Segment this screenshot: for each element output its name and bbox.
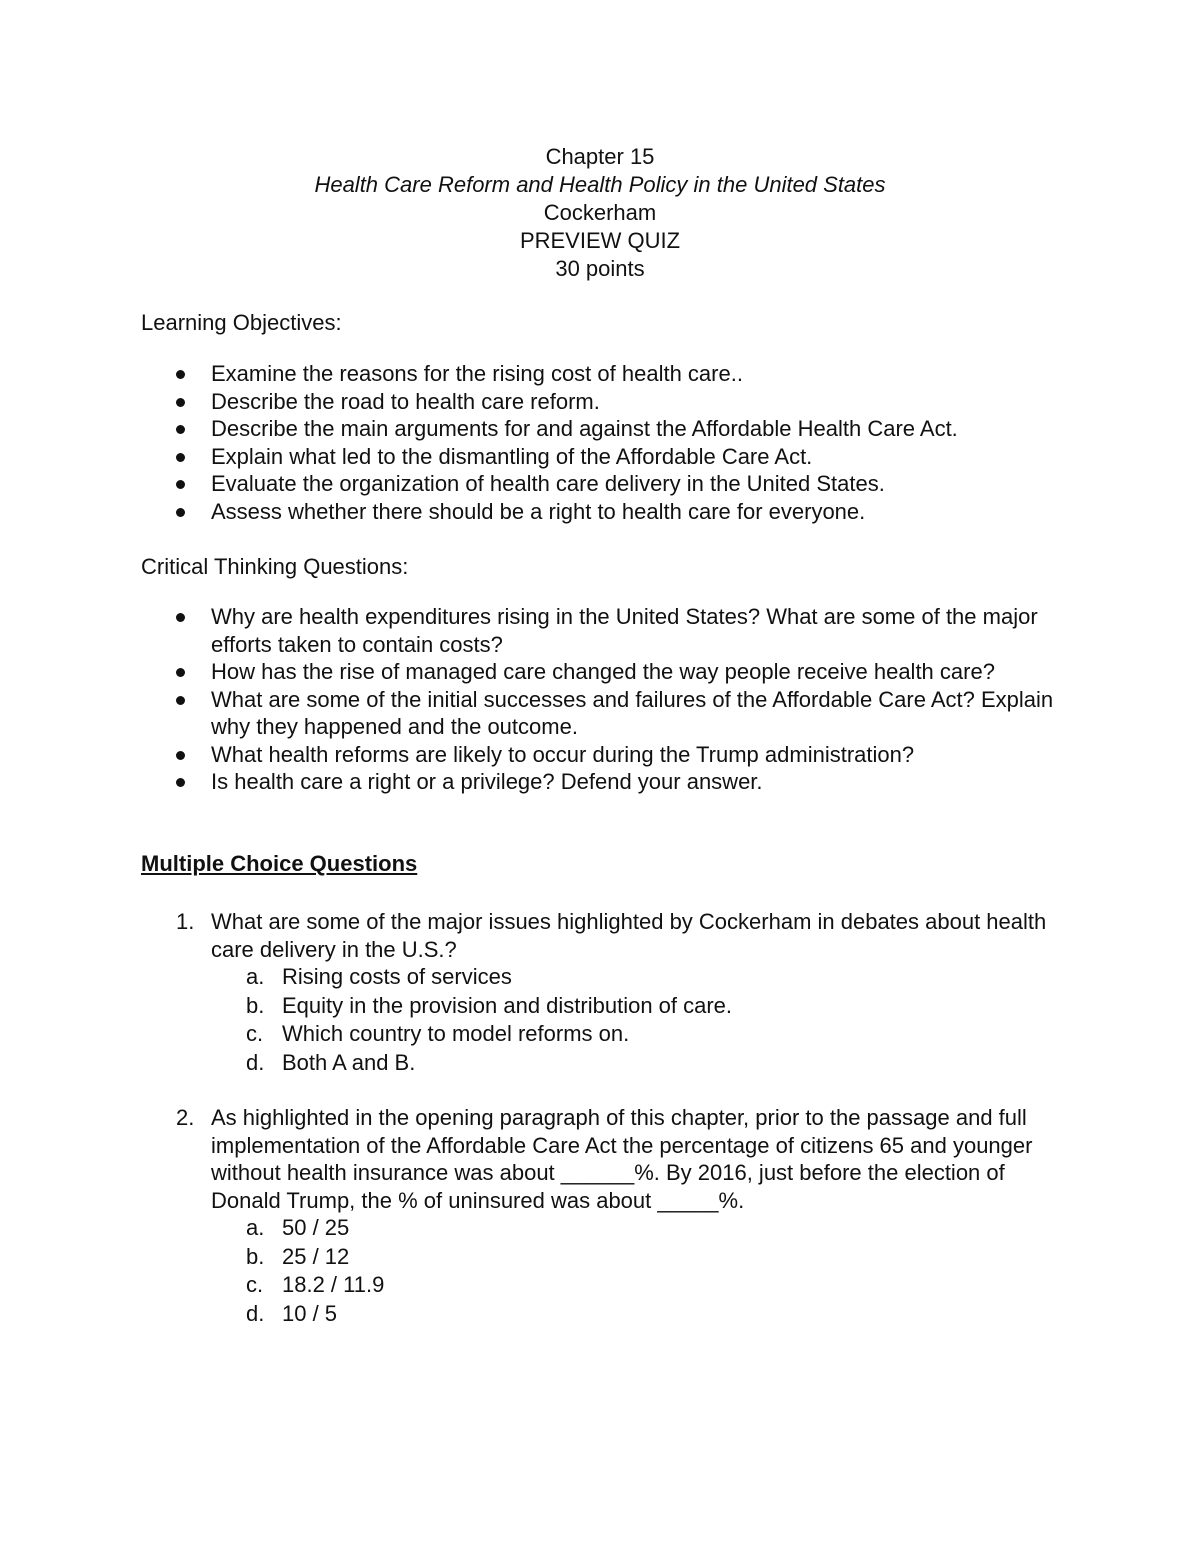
- bullet-icon: [176, 425, 185, 434]
- bullet-icon: [176, 751, 185, 760]
- question-text: As highlighted in the opening paragraph of this chapter, prior to the passage and full implementation of the Affordable Care Act the percentage of citizens 65 and younger without health insurance was about ______%. By 2016, just before the election of Donald Trump, the % of uninsured was about _____%.: [211, 1105, 1033, 1213]
- learning-objectives-list: [141, 360, 1091, 525]
- question-2: [141, 1104, 1061, 1328]
- option-letter: b.: [246, 1243, 265, 1269]
- option-letter: d.: [246, 1049, 265, 1075]
- answer-option: [246, 1020, 1061, 1049]
- list-item: Describe the main arguments for and against the Affordable Health Care Act.: [141, 415, 1091, 443]
- list-item: Assess whether there should be a right to health care for everyone.: [141, 498, 1091, 526]
- chapter-subtitle: Health Care Reform and Health Policy in the United States: [314, 172, 886, 197]
- list-item: Is health care a right or a privilege? Defend your answer.: [141, 768, 1091, 796]
- option-text: Rising costs of services: [282, 964, 512, 989]
- bullet-icon: [176, 480, 185, 489]
- multiple-choice-heading: Multiple Choice Questions: [141, 851, 418, 876]
- bullet-icon: [176, 613, 185, 622]
- answer-option: [246, 1271, 1061, 1300]
- list-item: Describe the road to health care reform.: [141, 388, 1091, 416]
- list-item: Examine the reasons for the rising cost of health care..: [141, 360, 1091, 388]
- bullet-icon: [176, 398, 185, 407]
- bullet-icon: [176, 778, 185, 787]
- option-text: Equity in the provision and distribution of care.: [282, 992, 733, 1018]
- bullet-icon: [176, 370, 185, 379]
- option-letter: c.: [246, 1272, 264, 1297]
- quiz-title: PREVIEW QUIZ: [519, 228, 681, 253]
- list-item: Explain what led to the dismantling of the Affordable Care Act.: [141, 443, 1091, 471]
- option-text: 25 / 12: [282, 1243, 350, 1269]
- answer-option: [246, 1214, 1061, 1243]
- list-item: Why are health expenditures rising in the United States? What are some of the major efforts taken to contain costs?: [141, 603, 1091, 658]
- answer-option: [246, 1300, 1061, 1329]
- option-text: Both A and B.: [282, 1049, 416, 1075]
- answer-option: [246, 1243, 1061, 1272]
- list-item: Evaluate the organization of health care delivery in the United States.: [141, 470, 1091, 498]
- bullet-icon: [176, 508, 185, 517]
- learning-objectives-label: Learning Objectives:: [141, 310, 342, 335]
- option-letter: c.: [246, 1021, 264, 1046]
- points-total: 30 points: [555, 256, 645, 281]
- bullet-icon: [176, 696, 185, 705]
- answer-option: [246, 963, 1061, 992]
- list-item: How has the rise of managed care changed the way people receive health care?: [141, 658, 1091, 686]
- list-item: What health reforms are likely to occur during the Trump administration?: [141, 741, 1091, 769]
- option-letter: a.: [246, 964, 265, 989]
- option-letter: a.: [246, 1215, 265, 1240]
- option-text: Which country to model reforms on.: [282, 1021, 630, 1046]
- question-number: 2.: [176, 1105, 195, 1130]
- critical-thinking-list: [141, 603, 1091, 796]
- chapter-title: Chapter 15: [545, 144, 655, 169]
- question-number: 1.: [176, 909, 195, 934]
- question-text: What are some of the major issues highlighted by Cockerham in debates about health care delivery in the U.S.?: [211, 909, 1047, 962]
- answer-options: [246, 963, 1061, 1077]
- bullet-icon: [176, 453, 185, 462]
- option-text: 50 / 25: [282, 1215, 350, 1240]
- question-1: [141, 908, 1061, 1077]
- option-text: 18.2 / 11.9: [282, 1272, 385, 1297]
- answer-options: [246, 1214, 1061, 1328]
- option-letter: b.: [246, 992, 265, 1018]
- option-text: 10 / 5: [282, 1300, 338, 1326]
- bullet-icon: [176, 668, 185, 677]
- option-letter: d.: [246, 1300, 265, 1326]
- list-item: What are some of the initial successes and failures of the Affordable Care Act? Explain why they happened and the outcome.: [141, 686, 1091, 741]
- answer-option: [246, 1049, 1061, 1078]
- answer-option: [246, 992, 1061, 1021]
- critical-thinking-label: Critical Thinking Questions:: [141, 554, 409, 579]
- document-header: [0, 143, 1200, 283]
- author-name: Cockerham: [543, 200, 657, 225]
